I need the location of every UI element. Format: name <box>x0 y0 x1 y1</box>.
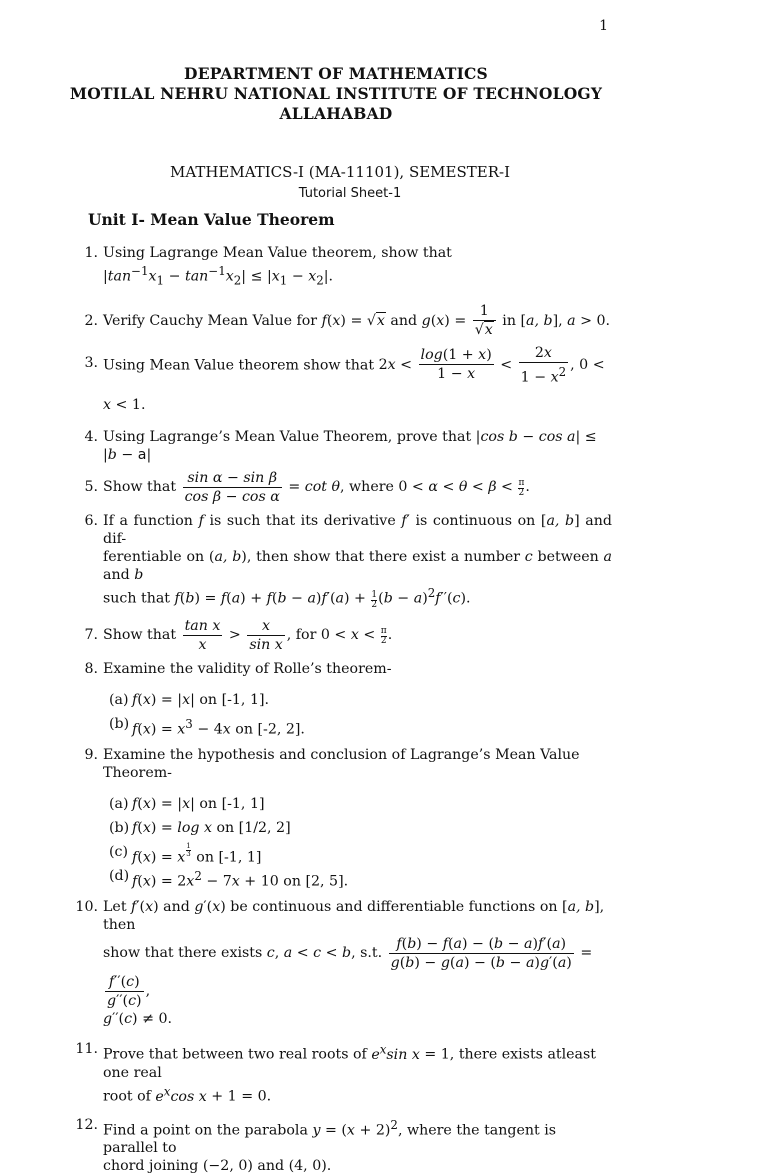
problem-text: Verify Cauchy Mean Value for <box>103 312 318 329</box>
problem-formula: 2x < $\frac{\log(1 + x)}{1 - x}$ < $\frac{2x}{1 - x^2}$ , 0 < x < 1. <box>103 344 605 414</box>
sub-label: (a) <box>109 796 129 813</box>
sub-bounds: on [2, 5]. <box>283 873 349 890</box>
sub-list <box>103 792 612 888</box>
problem-number: 12. <box>75 1116 98 1133</box>
problem-12: 12. Find a point on the parabola $y = (x + 2)^2$, where the tangent is parallel to chord joining (−2, 0) and (4, 0). <box>80 1116 612 1175</box>
problem-formula: |cos b − cos a| ≤ |b − a| <box>103 429 597 464</box>
problem-text: Using Lagrange’s Mean Value Theorem, prove that <box>103 429 472 446</box>
problem-number: 9. <box>84 747 98 764</box>
problem-text: Using Lagrange Mean Value theorem, show that <box>103 245 452 261</box>
sub-bounds: on [-1, 1] <box>199 796 265 813</box>
institute-title: MOTILAL NEHRU NATIONAL INSTITUTE OF TECHNOLOGY <box>69 84 603 103</box>
problem-5 <box>80 468 612 506</box>
problem-7 <box>80 616 612 654</box>
problem-number: 2. <box>84 312 98 329</box>
problem-number: 7. <box>84 627 98 644</box>
department-title: DEPARTMENT OF MATHEMATICS <box>184 64 488 83</box>
page-header <box>0 64 672 124</box>
problem-text: Examine the validity of Rolle’s theorem- <box>103 661 392 678</box>
sub-label: (c) <box>109 844 129 861</box>
problem-number: 5. <box>84 479 98 496</box>
sub-bounds: on [1/2, 2] <box>216 820 291 837</box>
problem-text: Prove that between two real roots of <box>103 1046 367 1063</box>
problem-number: 6. <box>84 513 98 530</box>
sub-label: (a) <box>109 692 129 709</box>
problem-2 <box>80 302 612 340</box>
problem-number: 3. <box>84 354 98 371</box>
problem-8 <box>80 660 612 736</box>
sub-item: (b) f(x) = log x on [1/2, 2] <box>109 816 612 840</box>
sub-bounds: on [-2, 2]. <box>235 721 305 738</box>
problem-text: Find a point on the parabola <box>103 1122 308 1139</box>
problem-text: Show that <box>103 479 177 496</box>
sub-item: (b) $f(x) = x^3 - 4x$ on [-2, 2]. <box>109 712 612 736</box>
problem-number: 11. <box>75 1041 98 1058</box>
problem-number: 10. <box>75 899 98 916</box>
problem-text: Show that <box>103 627 177 644</box>
sub-item: (a) f(x) = |x| on [-1, 1] <box>109 792 612 816</box>
sub-bounds: on [-1, 1] <box>196 849 262 866</box>
sub-item: (a) f(x) = |x| on [-1, 1]. <box>109 688 612 712</box>
problem-9 <box>80 746 612 888</box>
city-title: ALLAHABAD <box>279 104 393 123</box>
problem-number: 1. <box>84 245 98 261</box>
problem-4 <box>80 428 612 464</box>
problem-text: Using Mean Value theorem show that <box>103 356 375 373</box>
problem-text: Examine the hypothesis and conclusion of Lagrange’s Mean Value Theorem- <box>103 747 580 782</box>
course-title: MATHEMATICS-I (MA-11101), SEMESTER-I <box>169 163 511 181</box>
problem-1 <box>80 244 612 290</box>
sub-label: (b) <box>109 820 130 837</box>
sub-item: (c) f(x) = x $^{\frac{1}{3}}$ on [-1, 1] <box>109 842 262 866</box>
problem-11: 11. Prove that between two real roots of $e^x\sin$ x = 1, there exists atleast one real root of $e^x\cos$ x + 1 = 0. <box>80 1040 612 1105</box>
problem-6: 6. If a function f is such that its derivative f′ is continuous on [a, b] and dif- ferentiable on (a, b), then show that there exist a number c between a and b such that f(b) = f(a) + f(b − a)f′(a) + $\frac{1}{2}$ $(b - a)^2f''(c)$. <box>80 512 612 610</box>
sub-list <box>103 688 612 736</box>
problem-number: 8. <box>84 661 98 678</box>
problem-list <box>75 244 613 1175</box>
problem-formula: f(x) = √x and g(x) = $\frac{1}{√x}$ in [a, b], a > 0. <box>321 303 611 339</box>
sub-label: (d) <box>109 868 130 885</box>
sub-label: (b) <box>109 716 130 733</box>
page-number: 1 <box>599 18 608 34</box>
problem-text: Let <box>103 899 127 916</box>
problem-number: 4. <box>84 429 98 446</box>
unit-title: Unit I- Mean Value Theorem <box>88 210 335 229</box>
sub-bounds: on [-1, 1]. <box>199 692 270 709</box>
problem-formula: $|\tan^{-1}x_1 - \tan^{-1}x_2| \le |x_1 - x_2|$. <box>103 264 334 288</box>
problem-3 <box>80 344 612 425</box>
problem-formula: $\frac{\text{tan x}}{x}$ > $\frac{x}{\text{sin x}}$ , for 0 < x < $\frac{\pi}{2}$ . <box>184 617 393 653</box>
problem-text: If a function <box>103 513 193 530</box>
sheet-title: Tutorial Sheet-1 <box>298 186 402 201</box>
problem-10: 10. Let f′(x) and g′(x) be continuous and differentiable functions on [a, b], then show that there exists c, a < c < b, s.t. $\frac{f(b) - f(a) - (b - a)f'(a)}{g(b) - g(a) - (b - a)g'(a)}$ = $\frac{f''(c)}{g''(c)}$ , g′′(c) ≠ 0. <box>80 898 612 1028</box>
sub-item: (d) $f(x) = 2x^2 - 7x + 10$ on [2, 5]. <box>109 864 612 888</box>
problem-formula: $\frac{\text{sin α − sin β}}{\text{cos β − cos α}}$ = cot θ, where 0 < α < θ < β < $\frac{\pi}{2}$ . <box>184 469 530 505</box>
